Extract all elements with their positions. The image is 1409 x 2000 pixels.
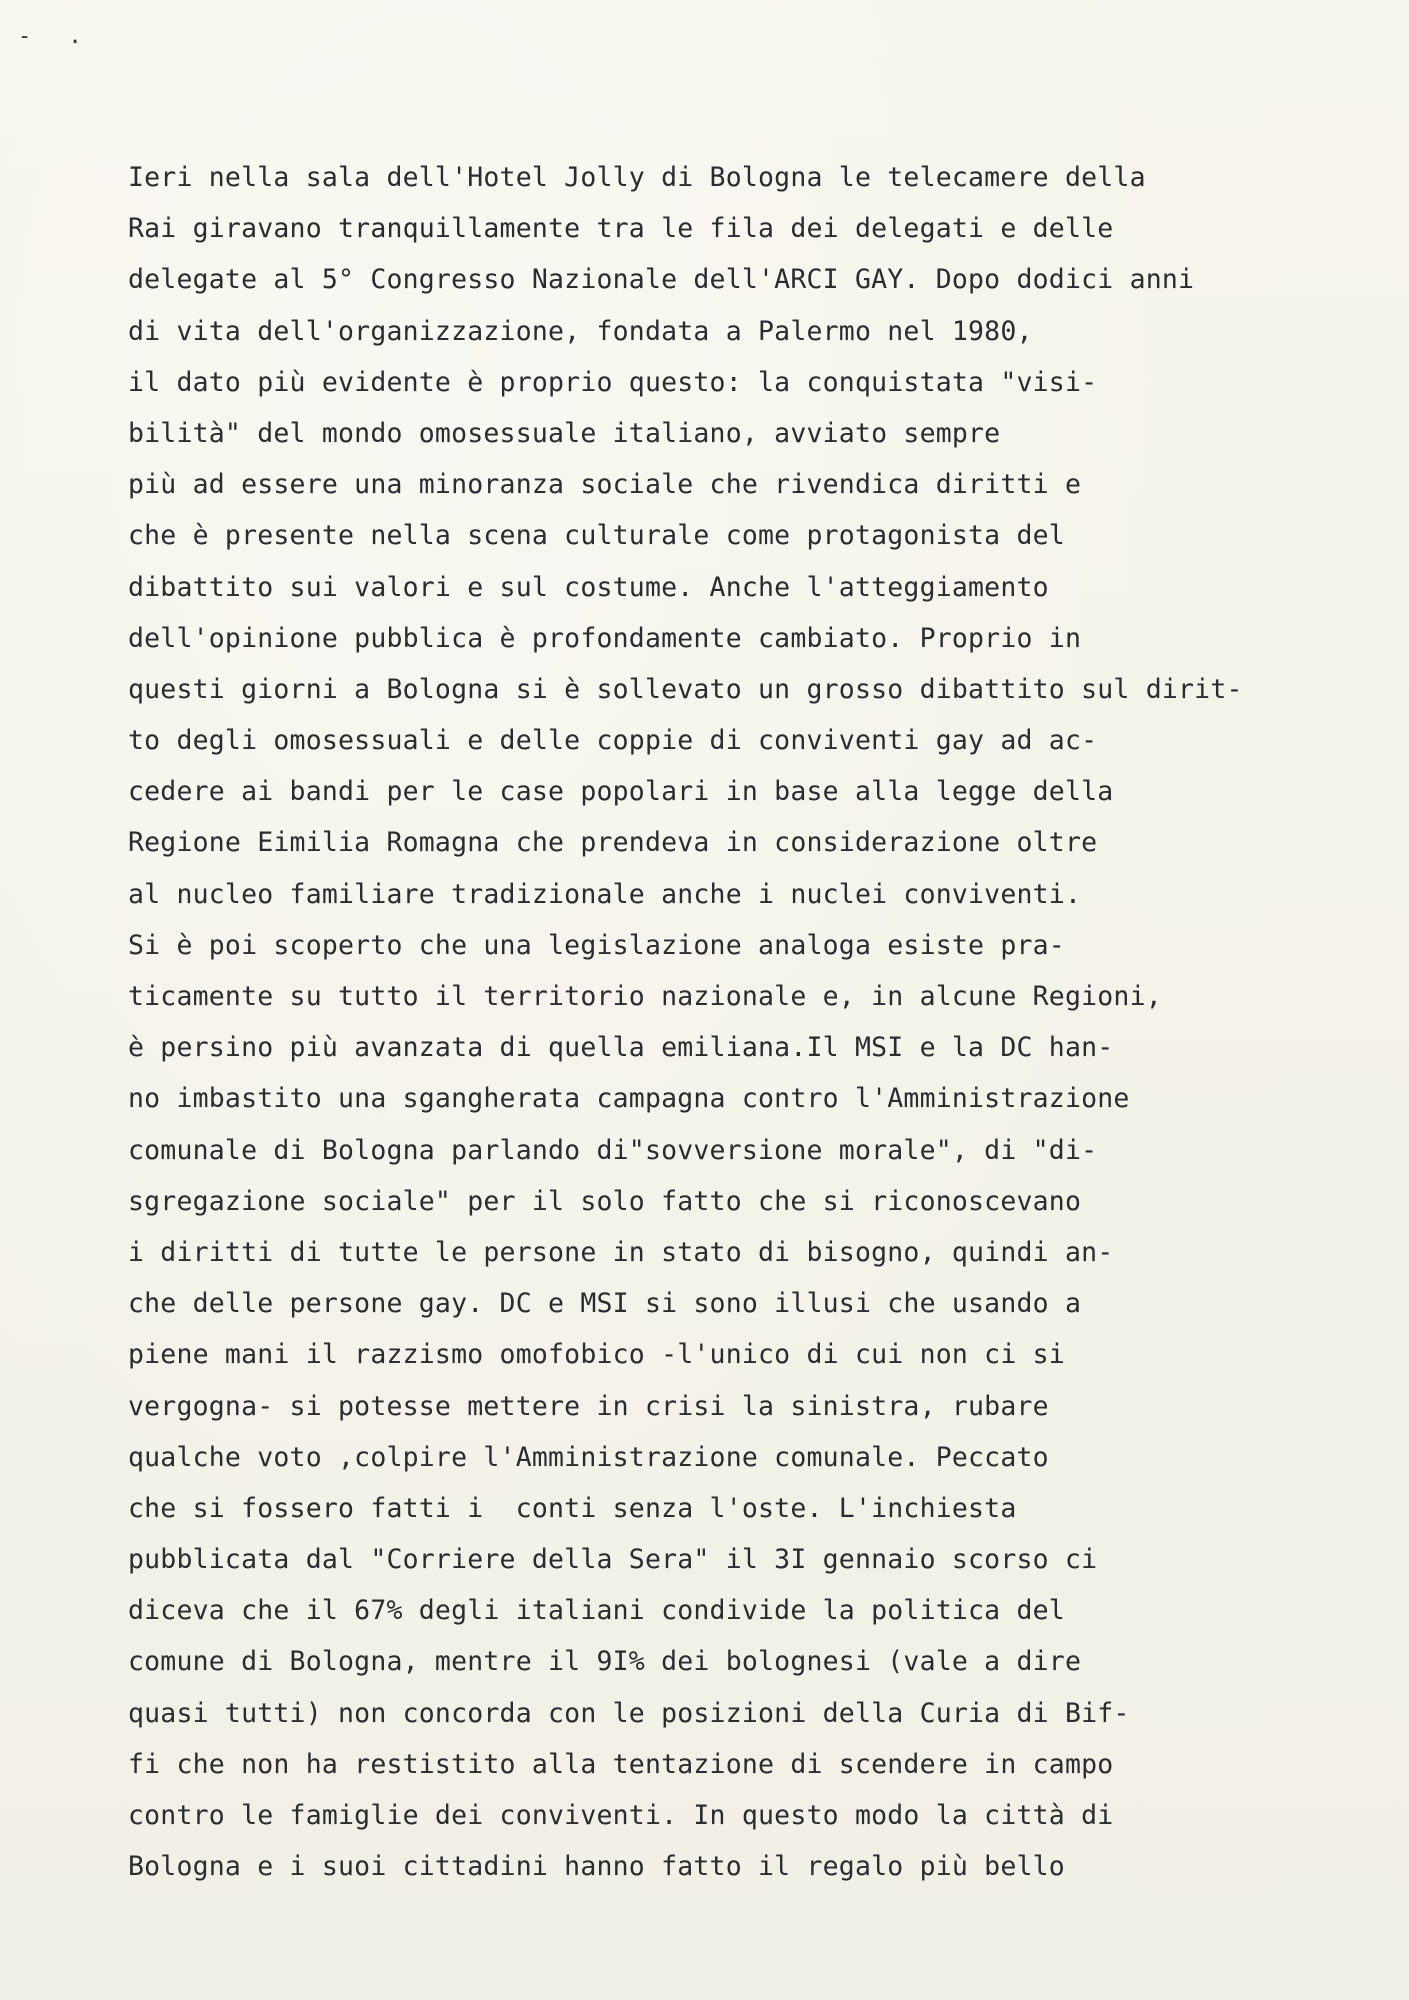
text-line: vergogna- si potesse mettere in crisi la sinistra, rubare (128, 1390, 1049, 1422)
text-line: dell'opinione pubblica è profondamente cambiato. Proprio in (128, 622, 1082, 654)
text-line: questi giorni a Bologna si è sollevato un grosso dibattito sul dirit- (128, 673, 1243, 705)
text-line: Si è poi scoperto che una legislazione analoga esiste pra- (128, 929, 1065, 961)
text-line: sgregazione sociale" per il solo fatto che si riconoscevano (128, 1185, 1082, 1217)
typewritten-text-block (128, 152, 1308, 1892)
text-line: fi che non ha restistito alla tentazione di scendere in campo (128, 1748, 1114, 1780)
text-line: i diritti di tutte le persone in stato di bisogno, quindi an- (128, 1236, 1114, 1268)
text-line: ticamente su tutto il territorio nazionale e, in alcune Regioni, (128, 981, 1162, 1012)
text-line: comune di Bologna, mentre il 9I% dei bolognesi (vale a dire (128, 1646, 1082, 1678)
text-line: è persino più avanzata di quella emiliana.Il MSI e la DC han- (128, 1032, 1114, 1064)
text-line: dibattito sui valori e sul costume. Anche l'atteggiamento (128, 571, 1049, 603)
text-line: al nucleo familiare tradizionale anche i nuclei conviventi. (128, 878, 1082, 910)
text-line: che si fossero fatti i conti senza l'oste. L'inchiesta (128, 1492, 1017, 1524)
text-line: più ad essere una minoranza sociale che rivendica diritti e (128, 469, 1082, 501)
text-line: che delle persone gay. DC e MSI si sono illusi che usando a (128, 1288, 1082, 1320)
text-line: delegate al 5° Congresso Nazionale dell'ARCI GAY. Dopo dodici anni (128, 264, 1195, 296)
text-line: Rai giravano tranquillamente tra le fila dei delegati e delle (128, 213, 1114, 245)
text-line: Bologna e i suoi cittadini hanno fatto il regalo più bello (128, 1851, 1065, 1883)
text-line: piene mani il razzismo omofobico -l'unico di cui non ci si (128, 1339, 1065, 1371)
text-line: to degli omosessuali e delle coppie di conviventi gay ad ac- (128, 725, 1098, 757)
text-line: comunale di Bologna parlando di"sovversione morale", di "di- (128, 1134, 1098, 1166)
text-line: contro le famiglie dei conviventi. In questo modo la città di (128, 1800, 1114, 1831)
text-line: Regione Eimilia Romagna che prendeva in considerazione oltre (128, 827, 1098, 859)
text-line: qualche voto ,colpire l'Amministrazione comunale. Peccato (128, 1441, 1049, 1473)
text-line: Ieri nella sala dell'Hotel Jolly di Bologna le telecamere della (128, 162, 1146, 193)
text-line: diceva che il 67% degli italiani condivide la politica del (128, 1595, 1065, 1627)
text-line: di vita dell'organizzazione, fondata a Palermo nel 1980, (128, 315, 1033, 347)
text-line: no imbastito una sgangherata campagna contro l'Amministrazione (128, 1083, 1130, 1115)
text-line: pubblicata dal "Corriere della Sera" il 3I gennaio scorso ci (128, 1544, 1098, 1576)
text-line: che è presente nella scena culturale come protagonista del (128, 520, 1065, 552)
text-line: il dato più evidente è proprio questo: la conquistata "visi- (128, 366, 1098, 398)
text-line: cedere ai bandi per le case popolari in base alla legge della (128, 776, 1114, 808)
text-line: quasi tutti) non concorda con le posizioni della Curia di Bif- (128, 1697, 1130, 1729)
corner-mark: - . (18, 24, 94, 49)
text-line: bilità" del mondo omosessuale italiano, avviato sempre (128, 417, 1001, 449)
